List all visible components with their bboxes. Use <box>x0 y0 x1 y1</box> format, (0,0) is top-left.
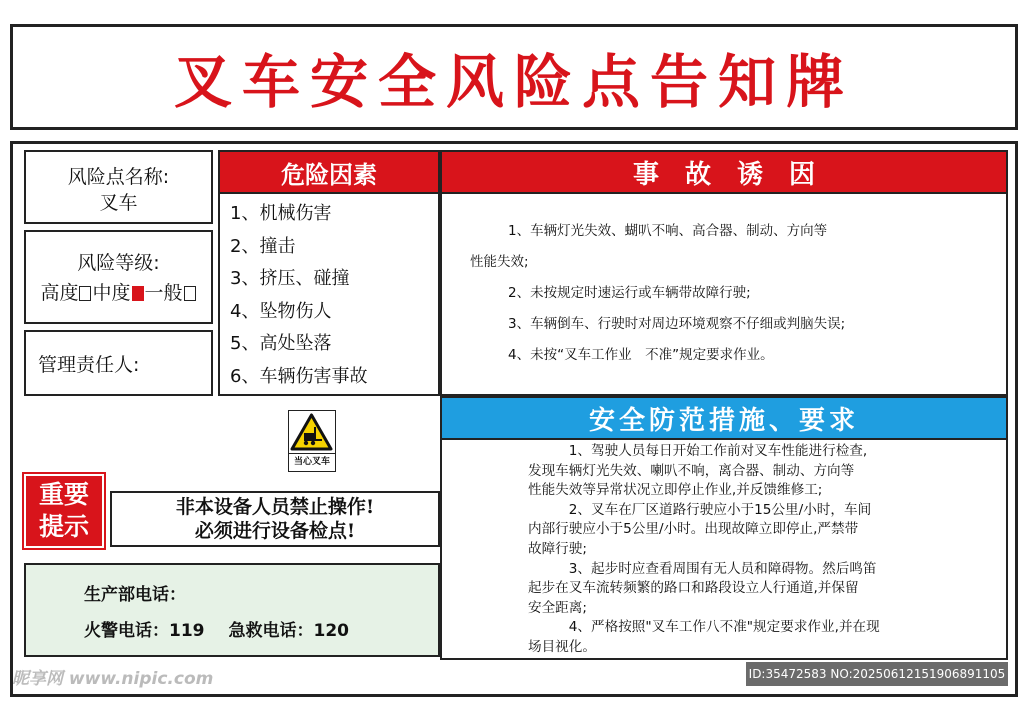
safety-measure-line: 故障行驶; <box>528 540 587 557</box>
risk-point-box <box>24 150 213 224</box>
safety-measure-line: 2、叉车在厂区道路行驶应小于15公里/小时，车间 <box>528 501 872 518</box>
accident-cause-item: 2、未按规定时速运行或车辆带故障行驶; <box>508 285 751 301</box>
accident-causes-list <box>442 194 1006 371</box>
safety-measure-line: 3、起步时应查看周围有无人员和障碍物。然后鸣笛 <box>528 560 877 577</box>
risk-level-high-checkbox[interactable] <box>79 286 91 301</box>
hazard-factors-header <box>220 152 438 194</box>
fire-phone-number: 119 <box>169 621 205 641</box>
watermark-id-bar <box>746 662 1008 686</box>
hazard-factors-list <box>220 194 438 393</box>
safety-measure-line: 1、驾驶人员每日开始工作前对叉车性能进行检查, <box>528 443 868 459</box>
risk-level-low-checkbox[interactable] <box>184 286 196 301</box>
important-notice-line1: 非本设备人员禁止操作! <box>175 496 375 518</box>
risk-point-label: 风险点名称: <box>67 166 170 188</box>
important-badge-line2: 提示 <box>38 512 89 541</box>
safety-measures-header-text: 安全防范措施、要求 <box>588 405 859 436</box>
title-box <box>10 24 1018 130</box>
rescue-phone-number: 120 <box>313 621 349 641</box>
safety-measures-box <box>440 396 1008 660</box>
hazard-factor-item: 4、坠物伤人 <box>230 300 332 322</box>
risk-level-medium-label: 中度 <box>92 282 131 304</box>
accident-causes-header-text: 事 故 诱 因 <box>632 159 815 190</box>
accident-causes-header <box>442 152 1006 194</box>
emergency-phones <box>84 619 438 643</box>
manager-label: 管理责任人: <box>38 353 140 376</box>
important-notice-line2: 必须进行设备检点! <box>194 520 356 542</box>
hazard-factors-header-text: 危险因素 <box>281 159 377 189</box>
warning-sign-label: 当心叉车 <box>289 453 335 470</box>
accident-causes-box <box>440 150 1008 396</box>
risk-level-box <box>24 230 213 324</box>
production-phone-label: 生产部电话： <box>84 585 186 605</box>
rescue-phone-label: 急救电话： <box>228 621 314 641</box>
forklift-warning-icon <box>289 411 334 453</box>
accident-cause-item: 3、车辆倒车、行驶时对周边环境观察不仔细或判脑失误; <box>508 316 846 332</box>
hazard-factor-item: 2、撞击 <box>230 235 296 257</box>
safety-measure-line: 4、严格按照"叉车工作八不准"规定要求作业,并在现 <box>528 619 880 636</box>
hazard-factor-item: 5、高处坠落 <box>230 333 332 354</box>
watermark-id: ID:35472583 NO:20250612151906891105 <box>748 667 1006 681</box>
contacts-box <box>24 563 440 657</box>
safety-measure-line: 内部行驶应小于5公里/小时。出现故障立即停止,严禁带 <box>528 521 859 538</box>
important-badge <box>24 474 104 548</box>
hazard-factor-item: 6、车辆伤害事故 <box>230 365 368 387</box>
hazard-factor-item: 3、挤压、碰撞 <box>230 268 350 289</box>
hazard-factor-item: 1、机械伤害 <box>230 203 332 224</box>
hazard-factors-box <box>218 150 440 396</box>
manager-box <box>24 330 213 396</box>
risk-level-options <box>26 280 211 306</box>
safety-measure-line: 性能失效等异常状况立即停止作业,并反馈维修工; <box>528 482 823 499</box>
important-badge-line1: 重要 <box>38 480 89 509</box>
risk-level-label: 风险等级: <box>77 252 160 274</box>
watermark-site: 昵享网 www.nipic.com <box>12 669 214 689</box>
risk-level-high-label: 高度 <box>40 282 79 304</box>
page-title: 叉车安全风险点告知牌 <box>173 48 854 116</box>
risk-level-medium-checkbox[interactable] <box>132 286 144 301</box>
important-notice-box <box>110 491 440 547</box>
safety-measure-line: 发现车辆灯光失效、喇叭不响，离合器、制动、方向等 <box>528 462 855 479</box>
safety-measures-header <box>442 398 1006 440</box>
accident-cause-item: 4、未按“叉车工作业 不准”规定要求作业。 <box>508 347 774 363</box>
safety-measure-line: 起步在叉车流转频繁的路口和路段设立人行通道,并保留 <box>528 580 859 597</box>
risk-level-low-label: 一般 <box>144 282 183 304</box>
accident-cause-item: 性能失效; <box>470 254 529 270</box>
safety-measure-line: 场目视化。 <box>528 638 596 655</box>
warning-sign <box>288 410 336 472</box>
accident-cause-item: 1、车辆灯光失效、蝴叭不响、高合器、制动、方向等 <box>508 223 828 239</box>
fire-phone-label: 火警电话： <box>84 621 169 641</box>
safety-measure-line: 安全距离; <box>528 599 587 616</box>
risk-point-value: 叉车 <box>99 192 138 214</box>
safety-measures-list <box>442 440 1006 658</box>
